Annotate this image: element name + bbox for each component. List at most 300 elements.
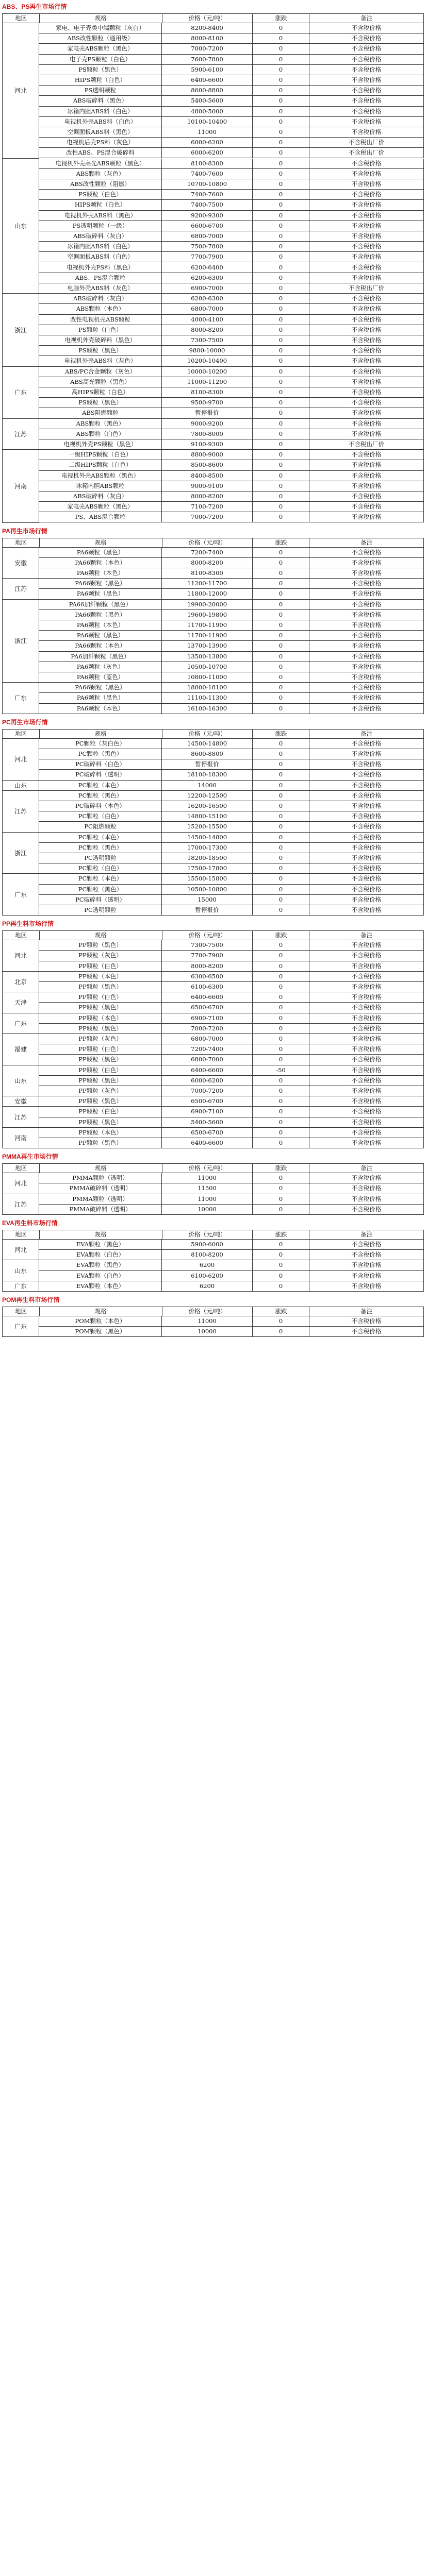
cell-price: 8100-8200 xyxy=(162,1250,253,1260)
table-row xyxy=(39,169,424,179)
cell-change: 0 xyxy=(253,1138,309,1148)
cell-spec: 冰箱内胆ABS颗粒 xyxy=(39,481,162,492)
cell-note: 不含税价格 xyxy=(309,294,424,304)
province-group xyxy=(2,367,424,419)
header-province: 地区 xyxy=(3,14,40,23)
cell-price: 6400-6600 xyxy=(162,1138,253,1148)
cell-spec: 二级HIPS颗粒（白色） xyxy=(39,460,162,470)
cell-change: 0 xyxy=(253,179,309,190)
cell-spec: 电视机外壳破碎料（黑色） xyxy=(39,335,162,346)
cell-note: 不含税价格 xyxy=(309,1013,424,1024)
cell-price: 6100-6300 xyxy=(162,982,253,992)
table-row xyxy=(39,1205,424,1215)
cell-spec: PA66颗粒（黑色） xyxy=(39,610,162,620)
cell-note: 不含税价格 xyxy=(309,242,424,252)
cell-note: 不含税价格 xyxy=(309,96,424,106)
cell-change: 0 xyxy=(253,200,309,210)
table-row xyxy=(39,252,424,262)
cell-change: 0 xyxy=(253,770,309,780)
table-row xyxy=(39,408,424,418)
cell-note: 不含税价格 xyxy=(309,620,424,631)
cell-change: 0 xyxy=(253,1076,309,1086)
rows-column xyxy=(39,1096,424,1107)
cell-change: 0 xyxy=(253,822,309,832)
cell-note: 不含税价格 xyxy=(309,1138,424,1148)
cell-note: 不含税价格 xyxy=(309,704,424,714)
cell-change: 0 xyxy=(253,992,309,1003)
table-row xyxy=(39,356,424,366)
cell-spec: PA6颗粒（本色） xyxy=(39,568,162,579)
rows-column xyxy=(39,1013,424,1034)
cell-change: 0 xyxy=(253,759,309,770)
table-row xyxy=(39,589,424,599)
cell-spec: PP颗粒（白色） xyxy=(39,992,162,1003)
cell-spec: ABS高光颗粒（黑色） xyxy=(39,377,162,387)
province-column xyxy=(2,367,39,419)
cell-price: 暂停报价 xyxy=(162,905,253,916)
cell-price: 4800-5000 xyxy=(162,107,253,117)
table-row xyxy=(39,940,424,951)
cell-spec: ABS破碎料（黑色） xyxy=(39,96,162,106)
header-change: 涨跌 xyxy=(253,14,309,23)
section-title: PC再生市场行情 xyxy=(2,718,48,726)
table-row xyxy=(39,75,424,86)
cell-spec: 家电壳ABS颗粒（黑色） xyxy=(39,44,162,54)
province-group xyxy=(2,874,424,916)
table-row xyxy=(39,620,424,631)
cell-note: 不含税价格 xyxy=(309,512,424,522)
province-column xyxy=(2,791,39,833)
province-cell: 河北 xyxy=(2,1240,39,1260)
cell-note: 不含税价格 xyxy=(309,895,424,905)
cell-change: 0 xyxy=(253,107,309,117)
cell-spec: PP颗粒（白色） xyxy=(39,1107,162,1117)
province-group xyxy=(2,294,424,366)
cell-note: 不含税价格 xyxy=(309,1183,424,1194)
cell-spec: 家电、电子壳类中端颗粒（灰白） xyxy=(39,23,162,33)
table-row xyxy=(39,138,424,148)
rows-column xyxy=(39,579,424,599)
cell-change: 0 xyxy=(253,641,309,651)
cell-spec: 电视机后壳PS料（灰色） xyxy=(39,138,162,148)
cell-spec: PS颗粒（黑色） xyxy=(39,65,162,75)
province-cell: 广东 xyxy=(2,1316,39,1337)
cell-change: 0 xyxy=(253,1183,309,1194)
province-group xyxy=(2,1107,424,1127)
table-row xyxy=(39,652,424,662)
cell-change: 0 xyxy=(253,1096,309,1107)
rows-column xyxy=(39,833,424,874)
cell-spec: HIPS颗粒（白色） xyxy=(39,75,162,86)
cell-price: 11200-11700 xyxy=(162,579,253,589)
cell-price: 11000 xyxy=(162,1316,253,1327)
cell-spec: PA6颗粒（灰色） xyxy=(39,662,162,672)
cell-note: 不含税价格 xyxy=(309,387,424,398)
cell-change: 0 xyxy=(253,885,309,895)
cell-price: 9000-9100 xyxy=(162,481,253,492)
cell-spec: PP颗粒（黑色） xyxy=(39,1024,162,1034)
province-cell: 江苏 xyxy=(2,419,39,450)
cell-price: 19900-20000 xyxy=(162,600,253,610)
cell-note: 不含税价格 xyxy=(309,791,424,801)
cell-price: 8000-8200 xyxy=(162,492,253,502)
cell-price: 14800-15100 xyxy=(162,811,253,822)
rows-column xyxy=(39,1065,424,1097)
cell-change: 0 xyxy=(253,631,309,641)
cell-price: 9800-10000 xyxy=(162,346,253,356)
table-row xyxy=(39,885,424,895)
province-column xyxy=(2,940,39,972)
table-row xyxy=(39,905,424,916)
province-column xyxy=(2,874,39,916)
table-row xyxy=(39,1096,424,1107)
cell-spec: PC颗粒（本色） xyxy=(39,874,162,884)
section-title: ABS、PS再生市场行情 xyxy=(2,3,67,10)
cell-note: 不含税价格 xyxy=(309,610,424,620)
cell-note: 不含税价格 xyxy=(309,905,424,916)
cell-change: 0 xyxy=(253,1260,309,1270)
cell-spec: PC透明颗粒 xyxy=(39,905,162,916)
cell-spec: PA6颗粒（黑色） xyxy=(39,631,162,641)
province-group xyxy=(2,419,424,450)
header-change: 涨跌 xyxy=(253,730,309,739)
cell-price: 暂停报价 xyxy=(162,759,253,770)
cell-spec: PA6加纤颗粒（黑色） xyxy=(39,652,162,662)
cell-spec: PP颗粒（白色） xyxy=(39,961,162,972)
province-group xyxy=(2,1013,424,1034)
table-row xyxy=(39,672,424,683)
cell-spec: PMMA颗粒（透明） xyxy=(39,1194,162,1205)
table-row xyxy=(39,398,424,408)
cell-spec: 电视机外壳PS颗粒（黑色） xyxy=(39,439,162,450)
header-note: 备注 xyxy=(309,14,424,23)
cell-note: 不含税价格 xyxy=(309,44,424,54)
cell-price: 8100-8300 xyxy=(162,387,253,398)
province-group xyxy=(2,579,424,599)
cell-spec: PS颗粒（黑色） xyxy=(39,398,162,408)
province-cell: 天津 xyxy=(2,992,39,1013)
cell-price: 4000-4100 xyxy=(162,315,253,325)
cell-note: 不含税价格 xyxy=(309,179,424,190)
cell-price: 5900-6100 xyxy=(162,65,253,75)
header-spec: 规格 xyxy=(40,730,162,739)
cell-spec: 改性ABS、PS混合破碎料 xyxy=(39,148,162,158)
cell-price: 13500-13800 xyxy=(162,652,253,662)
province-column xyxy=(2,600,39,683)
table-row xyxy=(39,1044,424,1055)
cell-change: 0 xyxy=(253,951,309,961)
cell-spec: 电视机外壳ABS料（灰色） xyxy=(39,356,162,366)
cell-spec: EVA颗粒（白色） xyxy=(39,1271,162,1281)
province-cell: 浙江 xyxy=(2,294,39,366)
cell-price: 16100-16300 xyxy=(162,704,253,714)
cell-change: 0 xyxy=(253,1024,309,1034)
cell-change: 0 xyxy=(253,481,309,492)
cell-spec: 空调面板ABS料（白色） xyxy=(39,252,162,262)
header-note: 备注 xyxy=(309,730,424,739)
cell-note: 不含税价格 xyxy=(309,1205,424,1215)
cell-change: 0 xyxy=(253,273,309,283)
cell-change: 0 xyxy=(253,346,309,356)
table-row xyxy=(39,1013,424,1024)
cell-change: 0 xyxy=(253,1128,309,1138)
cell-note: 不含税价格 xyxy=(309,961,424,972)
cell-price: 9200-9300 xyxy=(162,211,253,221)
cell-price: 7200-7400 xyxy=(162,1044,253,1055)
section-title: PA再生市场行情 xyxy=(2,527,47,535)
cell-spec: EVA颗粒（黑色） xyxy=(39,1260,162,1270)
cell-note: 不含税价格 xyxy=(309,356,424,366)
cell-price: 7300-7500 xyxy=(162,940,253,951)
cell-change: 0 xyxy=(253,86,309,96)
cell-change: 0 xyxy=(253,450,309,460)
cell-change: 0 xyxy=(253,325,309,335)
cell-spec: PC破碎料（本色） xyxy=(39,801,162,811)
table-row xyxy=(39,863,424,874)
cell-spec: ABS破碎料（灰白） xyxy=(39,294,162,304)
cell-price: 6100-6200 xyxy=(162,1271,253,1281)
cell-change: 0 xyxy=(253,304,309,314)
table-header xyxy=(2,1230,424,1240)
header-spec: 规格 xyxy=(40,931,162,940)
province-cell: 江苏 xyxy=(2,1194,39,1215)
header-province: 地区 xyxy=(3,1307,40,1316)
province-group xyxy=(2,1173,424,1194)
province-column xyxy=(2,1194,39,1215)
header-spec: 规格 xyxy=(40,14,162,23)
table-row xyxy=(39,460,424,470)
table-header xyxy=(2,729,424,739)
province-cell: 河北 xyxy=(2,23,39,159)
cell-price: 7700-7900 xyxy=(162,252,253,262)
cell-change: 0 xyxy=(253,33,309,44)
cell-spec: 冰箱内胆ABS料（白色） xyxy=(39,242,162,252)
cell-spec: PP颗粒（本色） xyxy=(39,972,162,982)
cell-change: 0 xyxy=(253,512,309,522)
rows-column xyxy=(39,23,424,159)
table-row xyxy=(39,242,424,252)
cell-change: 0 xyxy=(253,1281,309,1292)
province-column xyxy=(2,294,39,366)
cell-spec: PP颗粒（黑色） xyxy=(39,940,162,951)
table-row xyxy=(39,961,424,972)
table-row xyxy=(39,1240,424,1250)
province-group xyxy=(2,940,424,972)
cell-price: 10100-10400 xyxy=(162,117,253,127)
rows-column xyxy=(39,1316,424,1337)
header-spec: 规格 xyxy=(40,1307,162,1316)
table-row xyxy=(39,502,424,512)
cell-change: 0 xyxy=(253,568,309,579)
province-cell: 河南 xyxy=(2,450,39,522)
cell-price: 7000-7200 xyxy=(162,512,253,522)
header-spec: 规格 xyxy=(40,538,162,548)
table-row xyxy=(39,843,424,853)
cell-change: 0 xyxy=(253,1250,309,1260)
table-row xyxy=(39,1260,424,1270)
cell-note: 不含税价格 xyxy=(309,874,424,884)
cell-price: 10500-10700 xyxy=(162,662,253,672)
cell-spec: PC颗粒（灰白色） xyxy=(39,739,162,749)
cell-note: 不含税价格 xyxy=(309,1065,424,1076)
cell-spec: 空调面板ABS料（黑色） xyxy=(39,127,162,138)
rows-column xyxy=(39,1281,424,1292)
cell-change: 0 xyxy=(253,579,309,589)
header-province: 地区 xyxy=(3,538,40,548)
cell-change: 0 xyxy=(253,1173,309,1183)
cell-price: 8600-8800 xyxy=(162,749,253,759)
cell-spec: PA66颗粒（黑色） xyxy=(39,579,162,589)
table-row xyxy=(39,367,424,377)
cell-note: 不含税价格 xyxy=(309,502,424,512)
price-table xyxy=(2,1307,424,1337)
province-cell: 广东 xyxy=(2,683,39,714)
table-row xyxy=(39,739,424,749)
cell-price: 5400-5600 xyxy=(162,1117,253,1128)
cell-change: 0 xyxy=(253,683,309,693)
cell-price: 8000-8200 xyxy=(162,325,253,335)
cell-price: 11000 xyxy=(162,127,253,138)
cell-change: 0 xyxy=(253,558,309,568)
cell-price: 6800-7000 xyxy=(162,1034,253,1044)
cell-spec: PS颗粒（黑色） xyxy=(39,346,162,356)
price-table xyxy=(2,930,424,1148)
cell-price: 11700-11900 xyxy=(162,620,253,631)
province-cell: 广东 xyxy=(2,874,39,916)
cell-spec: PP颗粒（白色） xyxy=(39,1065,162,1076)
cell-note: 不含税价格 xyxy=(309,107,424,117)
province-cell: 山东 xyxy=(2,1065,39,1097)
cell-note: 不含税价格 xyxy=(309,843,424,853)
table-row xyxy=(39,1086,424,1096)
cell-spec: PC颗粒（黑色） xyxy=(39,885,162,895)
header-spec: 规格 xyxy=(40,1164,162,1173)
table-row xyxy=(39,23,424,33)
cell-change: 0 xyxy=(253,1240,309,1250)
cell-spec: EVA颗粒（白色） xyxy=(39,1250,162,1260)
section-title: PP再生料市场行情 xyxy=(2,920,54,928)
header-price: 价格（元/吨） xyxy=(162,14,253,23)
cell-note: 不含税价格 xyxy=(309,419,424,429)
cell-price: 8000-8200 xyxy=(162,558,253,568)
cell-note: 不含税价格 xyxy=(309,1128,424,1138)
price-table xyxy=(2,538,424,714)
header-change: 涨跌 xyxy=(253,1164,309,1173)
table-row xyxy=(39,492,424,502)
table-row xyxy=(39,1055,424,1065)
cell-change: 0 xyxy=(253,972,309,982)
cell-note: 不含税价格 xyxy=(309,450,424,460)
province-group xyxy=(2,23,424,159)
cell-price: 6000-6200 xyxy=(162,1076,253,1086)
table-row xyxy=(39,335,424,346)
province-group xyxy=(2,1194,424,1215)
cell-spec: PP颗粒（黑色） xyxy=(39,1003,162,1013)
table-row xyxy=(39,568,424,579)
cell-price: 10500-10800 xyxy=(162,885,253,895)
table-row xyxy=(39,683,424,693)
cell-note: 不含税价格 xyxy=(309,304,424,314)
province-column xyxy=(2,159,39,294)
cell-spec: PC破碎料（透明） xyxy=(39,770,162,780)
cell-spec: 电视机外壳PS料（黑色） xyxy=(39,262,162,273)
cell-price: 9100-9300 xyxy=(162,439,253,450)
cell-note: 不含税价格 xyxy=(309,55,424,65)
cell-change: 0 xyxy=(253,801,309,811)
cell-spec: PP颗粒（黑色） xyxy=(39,1096,162,1107)
rows-column xyxy=(39,1260,424,1281)
cell-price: 暂停报价 xyxy=(162,408,253,418)
cell-spec: HIPS颗粒（白色） xyxy=(39,200,162,210)
cell-price: 10000 xyxy=(162,1327,253,1337)
cell-note: 不含税价格 xyxy=(309,211,424,221)
table-row xyxy=(39,1327,424,1337)
cell-price: 5900-6000 xyxy=(162,1240,253,1250)
cell-note: 不含税价格 xyxy=(309,1173,424,1183)
cell-note: 不含税价格 xyxy=(309,377,424,387)
cell-spec: PA66颗粒（本色） xyxy=(39,641,162,651)
rows-column xyxy=(39,1034,424,1065)
cell-change: 0 xyxy=(253,693,309,703)
cell-note: 不含税价格 xyxy=(309,1250,424,1260)
rows-column xyxy=(39,1128,424,1148)
cell-price: 11000-11200 xyxy=(162,377,253,387)
province-column xyxy=(2,1260,39,1281)
table-row xyxy=(39,972,424,982)
table-row xyxy=(39,304,424,314)
cell-change: 0 xyxy=(253,127,309,138)
cell-price: 8000-8200 xyxy=(162,961,253,972)
cell-change: 0 xyxy=(253,589,309,599)
cell-spec: PP颗粒（黑色） xyxy=(39,1055,162,1065)
cell-change: -50 xyxy=(253,1065,309,1076)
cell-change: 0 xyxy=(253,843,309,853)
cell-change: 0 xyxy=(253,231,309,242)
province-group xyxy=(2,1240,424,1260)
cell-change: 0 xyxy=(253,169,309,179)
province-cell: 山东 xyxy=(2,1260,39,1281)
cell-change: 0 xyxy=(253,749,309,759)
cell-change: 0 xyxy=(253,65,309,75)
cell-note: 不含税价格 xyxy=(309,252,424,262)
province-column xyxy=(2,781,39,791)
cell-price: 6800-7000 xyxy=(162,304,253,314)
cell-price: 14500-14800 xyxy=(162,739,253,749)
cell-note: 不含税价格 xyxy=(309,811,424,822)
cell-spec: 电视机外壳ABS颗粒（黑色） xyxy=(39,471,162,481)
rows-column xyxy=(39,294,424,366)
cell-spec: PP颗粒（灰色） xyxy=(39,951,162,961)
cell-note: 不含税出厂价 xyxy=(309,148,424,158)
province-cell: 山东 xyxy=(2,781,39,791)
table-row xyxy=(39,387,424,398)
cell-change: 0 xyxy=(253,905,309,916)
cell-note: 不含税价格 xyxy=(309,833,424,843)
cell-spec: 电脑外壳ABS料（灰色） xyxy=(39,283,162,294)
table-row xyxy=(39,1194,424,1205)
header-price: 价格（元/吨） xyxy=(162,931,253,940)
cell-spec: PS颗粒（白色） xyxy=(39,325,162,335)
cell-price: 6400-6600 xyxy=(162,1065,253,1076)
cell-spec: PMMA破碎料（透明） xyxy=(39,1205,162,1215)
cell-change: 0 xyxy=(253,811,309,822)
cell-spec: PA6颗粒（本色） xyxy=(39,704,162,714)
header-note: 备注 xyxy=(309,931,424,940)
cell-change: 0 xyxy=(253,190,309,200)
province-group xyxy=(2,548,424,579)
table-row xyxy=(39,749,424,759)
table-row xyxy=(39,419,424,429)
